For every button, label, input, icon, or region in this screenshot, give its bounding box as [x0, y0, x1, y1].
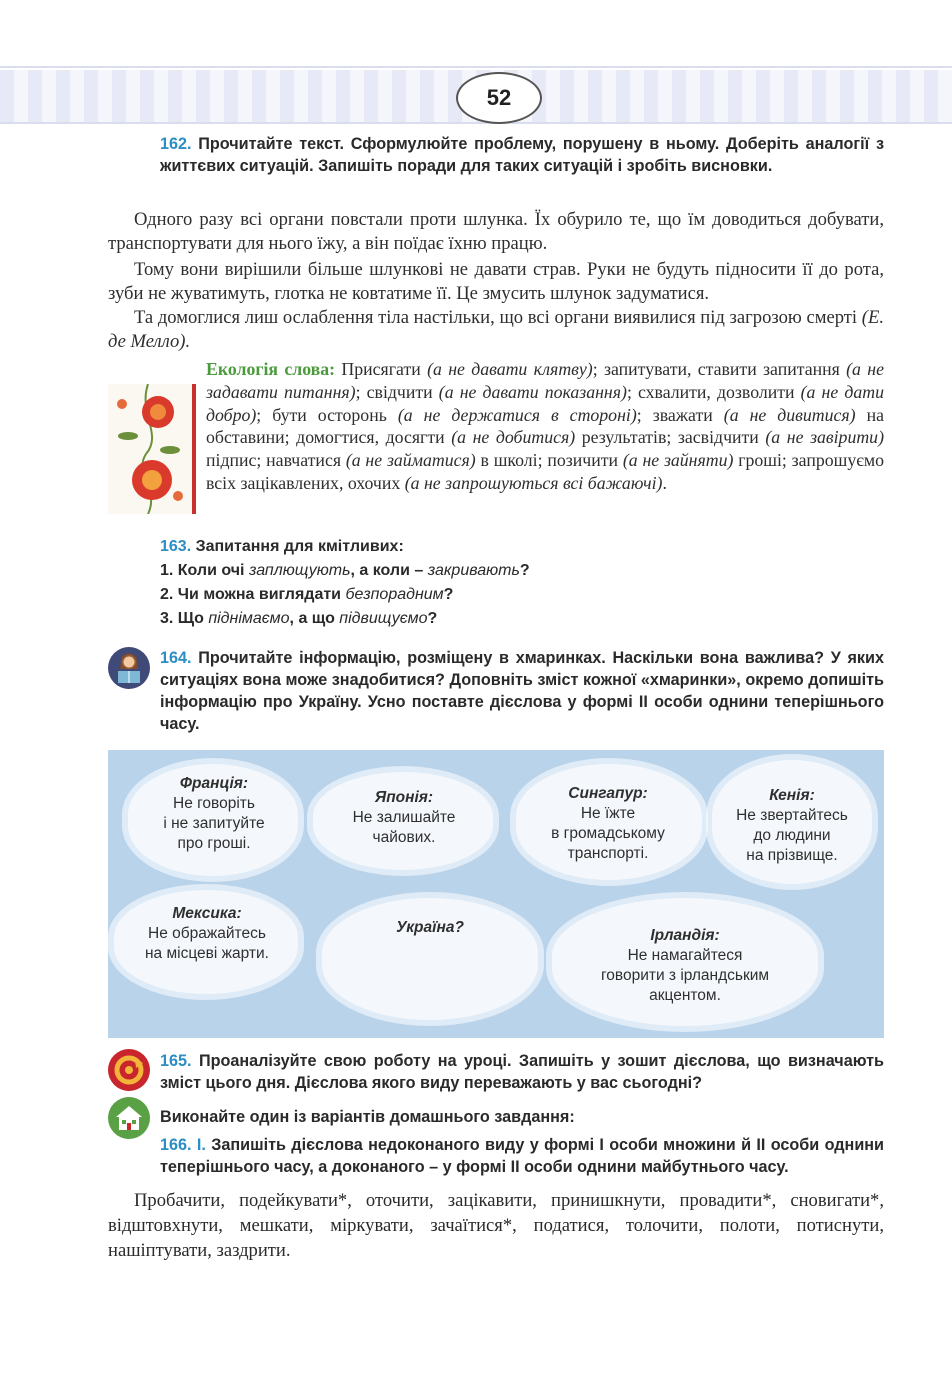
verb-list: Пробачити, подейкувати*, оточити, зацікавити, принишкнути, провадити*, сновигати*, відштовхнути, мешкати, міркувати, зачаїтися*, податися, толочити, полоти, потиснути, нашіптувати, заздрити.: [108, 1190, 884, 1261]
ecology-note: (а не давати клятву): [427, 359, 593, 379]
ecology-text: Присягати: [341, 359, 428, 379]
story-author: (Е. де Мелло).: [108, 307, 884, 352]
ecology-text: результатів; засвідчити: [575, 427, 766, 448]
reading-girl-icon: [108, 647, 150, 689]
cloud-ireland: Ірландія: Не намагайтеся говорити з ірландським акцентом.: [600, 927, 770, 1004]
ecology-text: підпис; навчатися: [206, 450, 346, 471]
task-162: [160, 133, 884, 177]
reflection-icon: [108, 1049, 150, 1091]
task-number: 163.: [160, 538, 192, 555]
story-paragraph-1: Одного разу всі органи повстали проти шлунка. Їх обурило те, що їм доводиться добувати, транспортувати для нього їжу, а він поїдає їхню працю.: [108, 209, 884, 254]
ecology-text: гроші; запрошуємо всіх зацікавлених, охочих: [206, 450, 884, 493]
task-text: Запишіть дієслова недоконаного виду у формі І особи множини й ІІ особи однини теперішнього часу, а доконаного – у формі ІІ особи однини майбутнього часу.: [160, 1136, 884, 1176]
cloud-japan: Японія: Не залишайте чайових.: [352, 789, 456, 846]
ecology-body: [206, 359, 884, 493]
question-2: 2. Чи можна виглядати безпорадним?: [160, 586, 454, 603]
ecology-note: (а не добитися): [451, 427, 576, 448]
cloud-france: Франція: Не говоріть і не запитуйте про гроші.: [163, 775, 265, 852]
task-number: 165.: [160, 1052, 192, 1070]
ecology-text: ; бути осторонь: [256, 404, 398, 425]
ecology-text: .: [662, 472, 667, 493]
story-paragraph-3: [108, 306, 884, 354]
task-163: [160, 535, 884, 631]
flower-icon: [108, 384, 192, 514]
ecology-text: ; зважати: [636, 404, 724, 425]
ecology-title: Екологія слова:: [206, 359, 336, 379]
ecology-section: [108, 358, 884, 518]
page-number: 52: [456, 72, 542, 124]
task-text: Проаналізуйте свою роботу на уроці. Запишіть у зошит дієслова, що визначають зміст цього дня. Дієслова якого виду переважають у вас сьогодні?: [160, 1052, 884, 1092]
cloud-ukraine: Україна?: [396, 919, 464, 936]
ecology-text: ; свідчити: [355, 381, 439, 402]
ecology-text: ; схвалити, дозволити: [626, 381, 801, 402]
clouds-illustration: [108, 750, 884, 1038]
house-icon: [108, 1097, 150, 1139]
ecology-note: (а не держатися в стороні): [397, 404, 637, 425]
ecology-note: (а не зайняти): [622, 450, 734, 471]
task-text: Прочитайте інформацію, розміщену в хмаринках. Наскільки вона важлива? У яких ситуаціях вона може знадобитися? Доповніть зміст кожної «хмаринки», окремо допишіть інформацію про Україну. Усно поставте дієслова у формі ІІ особи однини теперішнього часу.: [160, 649, 884, 733]
cloud-singapore: Сингапур: Не їжте в громадському транспорті.: [551, 785, 665, 862]
ecology-note: (а не задавати питання): [206, 359, 884, 402]
header-line-bottom: [0, 122, 952, 124]
ecology-note: (а не дати добро): [206, 381, 884, 425]
cloud-kenya: Кенія: Не звертайтесь до людини на прізвище.: [736, 787, 848, 864]
task-number: 162.: [160, 135, 192, 153]
floral-ornament-image: [108, 384, 196, 514]
task-number: 166. І.: [160, 1136, 206, 1154]
ecology-note: (а не давати показання): [438, 381, 627, 402]
ecology-note: (а не завірити): [765, 427, 884, 448]
ecology-note: (а не займатися): [345, 450, 476, 471]
ecology-note: (а не дивитися): [723, 404, 856, 425]
story-paragraph-2: Тому вони вирішили більше шлункові не давати страв. Руки не будуть підносити її до рота, зуби не жуватимуть, глотка не ковтатиме її. Це змусить шлунок задуматися.: [108, 259, 884, 304]
ecology-text: в школі; позичити: [475, 450, 623, 471]
ecology-text: ; запитувати, ставити запитання: [592, 359, 847, 379]
cloud-shape: [322, 898, 538, 1020]
task-164: [160, 647, 884, 735]
question-3: 3. Що піднімаємо, а що підвищуємо?: [160, 610, 438, 627]
question-1: 1. Коли очі заплющують, а коли – закривають?: [160, 562, 530, 579]
story-text: Та домоглися лиш ослаблення тіла настільки, що всі органи виявилися під загрозою смерті: [134, 307, 858, 328]
header-line-top: [0, 66, 952, 68]
ecology-text: на обставини; домогтися, досягти: [206, 404, 884, 448]
ecology-note: (а не запрошуються всі бажаючі): [404, 472, 663, 493]
homework-heading: Виконайте один із варіантів домашнього завдання:: [160, 1108, 575, 1126]
task-166: [160, 1134, 884, 1178]
task-text: Прочитайте текст. Сформулюйте проблему, порушену в ньому. Доберіть аналогії з життєвих ситуацій. Запишіть поради для таких ситуацій і зробіть висновки.: [160, 135, 884, 175]
cloud-mexico: Мексика: Не ображайтесь на місцеві жарти.: [145, 905, 269, 962]
task-number: 164.: [160, 649, 192, 667]
task-title: Запитання для кмітливих:: [195, 538, 404, 555]
task-165: [160, 1050, 884, 1094]
